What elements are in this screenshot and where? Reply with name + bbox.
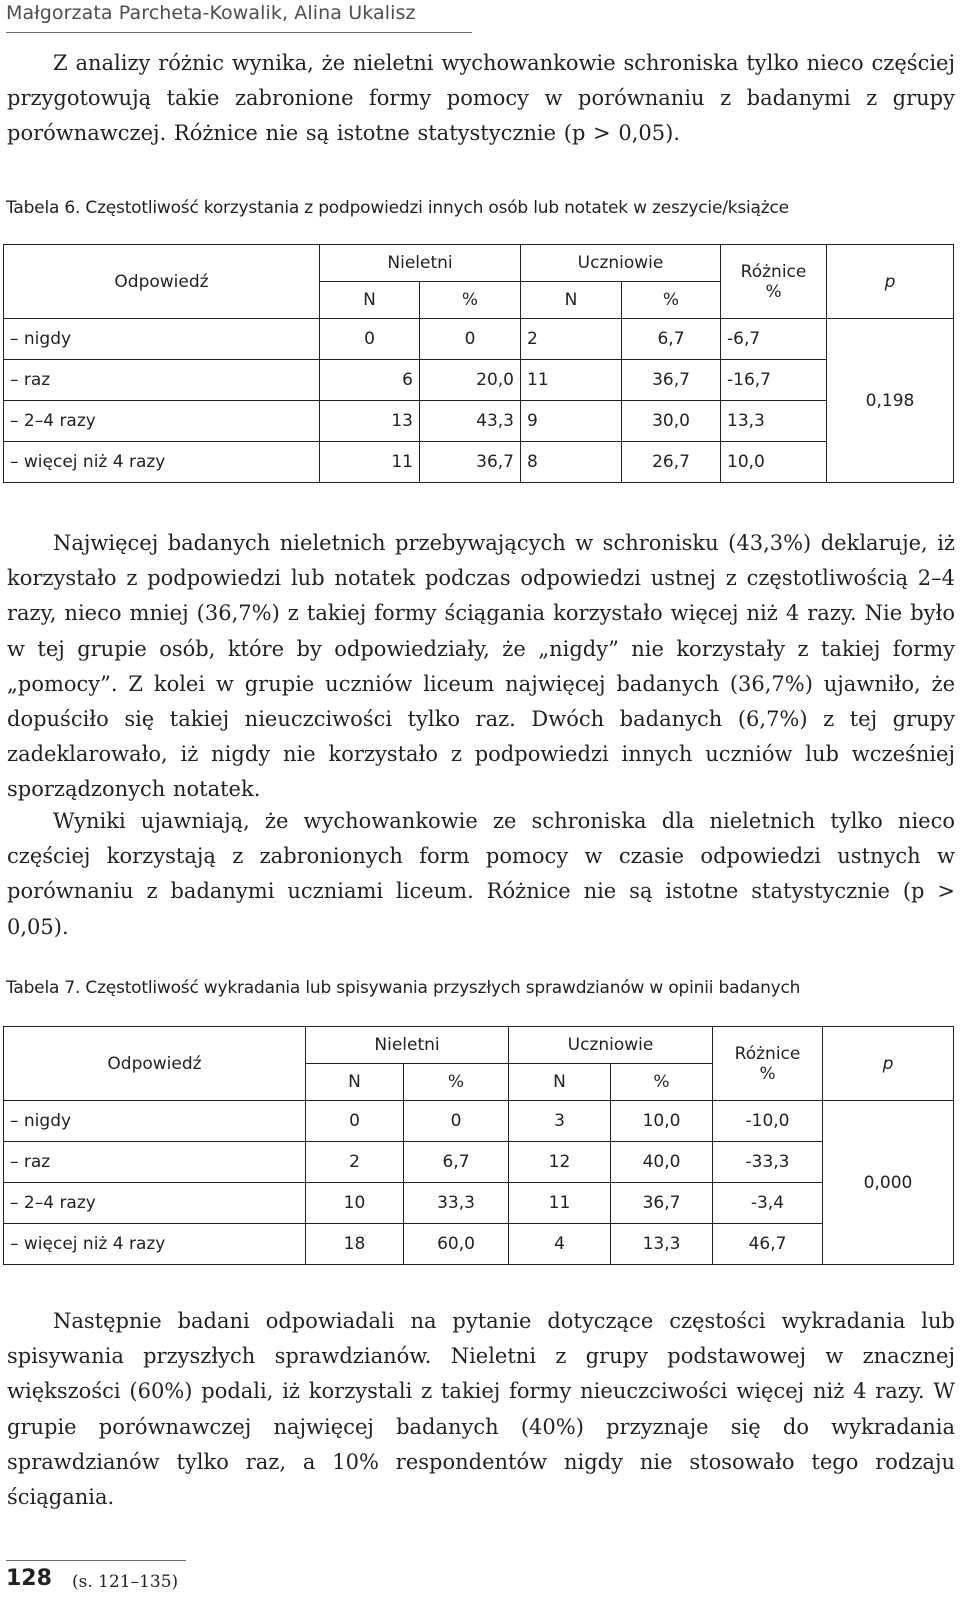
cell-n2: 12 — [509, 1142, 611, 1183]
cell-pct1: 6,7 — [404, 1142, 509, 1183]
header-pct: % — [611, 1064, 713, 1101]
header-difference-label: Różnice — [734, 1043, 801, 1064]
header-group-nieletni: Nieletni — [306, 1027, 509, 1064]
cell-n2: 2 — [521, 319, 622, 360]
cell-pct1: 0 — [420, 319, 521, 360]
table-row — [4, 1101, 954, 1142]
header-pct: % — [622, 282, 721, 319]
table-row — [4, 360, 954, 401]
row-label: – 2–4 razy — [4, 1183, 306, 1224]
cell-n1: 0 — [320, 319, 420, 360]
cell-n2: 3 — [509, 1101, 611, 1142]
cell-diff: 13,3 — [721, 401, 827, 442]
cell-n1: 6 — [320, 360, 420, 401]
header-p: p — [823, 1027, 954, 1101]
header-n: N — [306, 1064, 404, 1101]
header-group-uczniowie: Uczniowie — [509, 1027, 713, 1064]
cell-n2: 9 — [521, 401, 622, 442]
cell-p-value: 0,000 — [823, 1101, 954, 1265]
cell-pct2: 13,3 — [611, 1224, 713, 1265]
cell-diff: 46,7 — [713, 1224, 823, 1265]
cell-n1: 11 — [320, 442, 420, 483]
cell-pct1: 0 — [404, 1101, 509, 1142]
cell-n1: 0 — [306, 1101, 404, 1142]
paragraph-3: Wyniki ujawniają, że wychowankowie ze schroniska dla nieletnich tylko nieco częściej korzystają z zabronionych form pomocy w czasie odpowiedzi ustnych w porównaniu z badanymi uczniami liceum. Różnice nie są istotne statystycznie (p > 0,05). — [7, 809, 955, 939]
table-row — [4, 442, 954, 483]
table-row — [4, 1142, 954, 1183]
cell-pct2: 6,7 — [622, 319, 721, 360]
cell-pct1: 36,7 — [420, 442, 521, 483]
cell-n2: 4 — [509, 1224, 611, 1265]
paragraph-4: Następnie badani odpowiadali na pytanie dotyczące częstości wykradania lub spisywania przyszłych sprawdzianów. Nieletni z grupy podstawowej w znacznej większości (60%) podali, iż korzystali z takiej formy nieuczciwości więcej niż 4 razy. W grupie porównawczej najwięcej badanych (40%) przyznaje się do wykradania sprawdzianów tylko raz, a 10% respondentów nigdy nie stosowało tego rodzaju ściągania. — [7, 1309, 955, 1510]
header-difference-label: Różnice — [740, 261, 807, 282]
cell-diff: 10,0 — [721, 442, 827, 483]
row-label: – raz — [4, 360, 320, 401]
cell-pct2: 40,0 — [611, 1142, 713, 1183]
cell-diff: -6,7 — [721, 319, 827, 360]
header-answer: Odpowiedź — [4, 1027, 306, 1101]
header-n: N — [521, 282, 622, 319]
cell-diff: -16,7 — [721, 360, 827, 401]
header-difference — [713, 1027, 823, 1101]
table-7 — [3, 1026, 954, 1265]
cell-diff: -3,4 — [713, 1183, 823, 1224]
table-row — [4, 319, 954, 360]
cell-n1: 13 — [320, 401, 420, 442]
header-pct: % — [404, 1064, 509, 1101]
paragraph-1: Z analizy różnic wynika, że nieletni wychowankowie schroniska tylko nieco częściej przygotowują takie zabronione formy pomocy w porównaniu z badanymi z grupy porównawczej. Różnice nie są istotne statystycznie (p > 0,05). — [7, 51, 955, 146]
header-answer: Odpowiedź — [4, 245, 320, 319]
row-label: – więcej niż 4 razy — [4, 1224, 306, 1265]
header-n: N — [509, 1064, 611, 1101]
cell-pct2: 30,0 — [622, 401, 721, 442]
running-head: Małgorzata Parcheta-Kowalik, Alina Ukalisz — [6, 2, 416, 24]
header-p: p — [827, 245, 954, 319]
footer-rule — [6, 1560, 186, 1561]
row-label: – raz — [4, 1142, 306, 1183]
header-n: N — [320, 282, 420, 319]
header-difference-unit: % — [765, 281, 782, 302]
table-6 — [3, 244, 954, 483]
header-group-uczniowie: Uczniowie — [521, 245, 721, 282]
header-pct: % — [420, 282, 521, 319]
cell-pct1: 20,0 — [420, 360, 521, 401]
header-difference — [721, 245, 827, 319]
cell-pct1: 33,3 — [404, 1183, 509, 1224]
row-label: – więcej niż 4 razy — [4, 442, 320, 483]
table-row — [4, 1183, 954, 1224]
row-label: – nigdy — [4, 1101, 306, 1142]
page-range: (s. 121–135) — [72, 1572, 179, 1592]
header-difference-unit: % — [759, 1063, 776, 1084]
running-head-rule — [6, 32, 472, 33]
cell-n2: 11 — [509, 1183, 611, 1224]
table-7-caption: Tabela 7. Częstotliwość wykradania lub spisywania przyszłych sprawdzianów w opinii badanych — [6, 978, 801, 998]
cell-pct2: 36,7 — [622, 360, 721, 401]
cell-p-value: 0,198 — [827, 319, 954, 483]
table-6-caption: Tabela 6. Częstotliwość korzystania z podpowiedzi innych osób lub notatek w zeszycie/książce — [6, 198, 789, 218]
paragraph-2: Najwięcej badanych nieletnich przebywających w schronisku (43,3%) deklaruje, iż korzystało z podpowiedzi lub notatek podczas odpowiedzi ustnej z częstotliwością 2–4 razy, nieco mniej (36,7%) z takiej formy ściągania korzystało więcej niż 4 razy. Nie było w tej grupie osób, które by odpowiedziały, że „nigdy” nie korzystały z takiej formy „pomocy”. Z kolei w grupie uczniów liceum najwięcej badanych (36,7%) ujawniło, że dopuściło się takiej nieuczciwości tylko raz. Dwóch badanych (6,7%) z tej grupy zadeklarowało, iż nigdy nie korzystało z podpowiedzi innych uczniów lub wcześniej sporządzonych notatek. — [7, 531, 955, 802]
table-row — [4, 401, 954, 442]
cell-n1: 18 — [306, 1224, 404, 1265]
cell-pct1: 43,3 — [420, 401, 521, 442]
cell-pct2: 10,0 — [611, 1101, 713, 1142]
row-label: – 2–4 razy — [4, 401, 320, 442]
cell-pct1: 60,0 — [404, 1224, 509, 1265]
cell-n1: 2 — [306, 1142, 404, 1183]
header-group-nieletni: Nieletni — [320, 245, 521, 282]
cell-pct2: 26,7 — [622, 442, 721, 483]
page-number: 128 — [6, 1566, 52, 1591]
cell-diff: -10,0 — [713, 1101, 823, 1142]
cell-n2: 8 — [521, 442, 622, 483]
cell-n2: 11 — [521, 360, 622, 401]
cell-diff: -33,3 — [713, 1142, 823, 1183]
cell-pct2: 36,7 — [611, 1183, 713, 1224]
row-label: – nigdy — [4, 319, 320, 360]
table-row — [4, 1224, 954, 1265]
cell-n1: 10 — [306, 1183, 404, 1224]
